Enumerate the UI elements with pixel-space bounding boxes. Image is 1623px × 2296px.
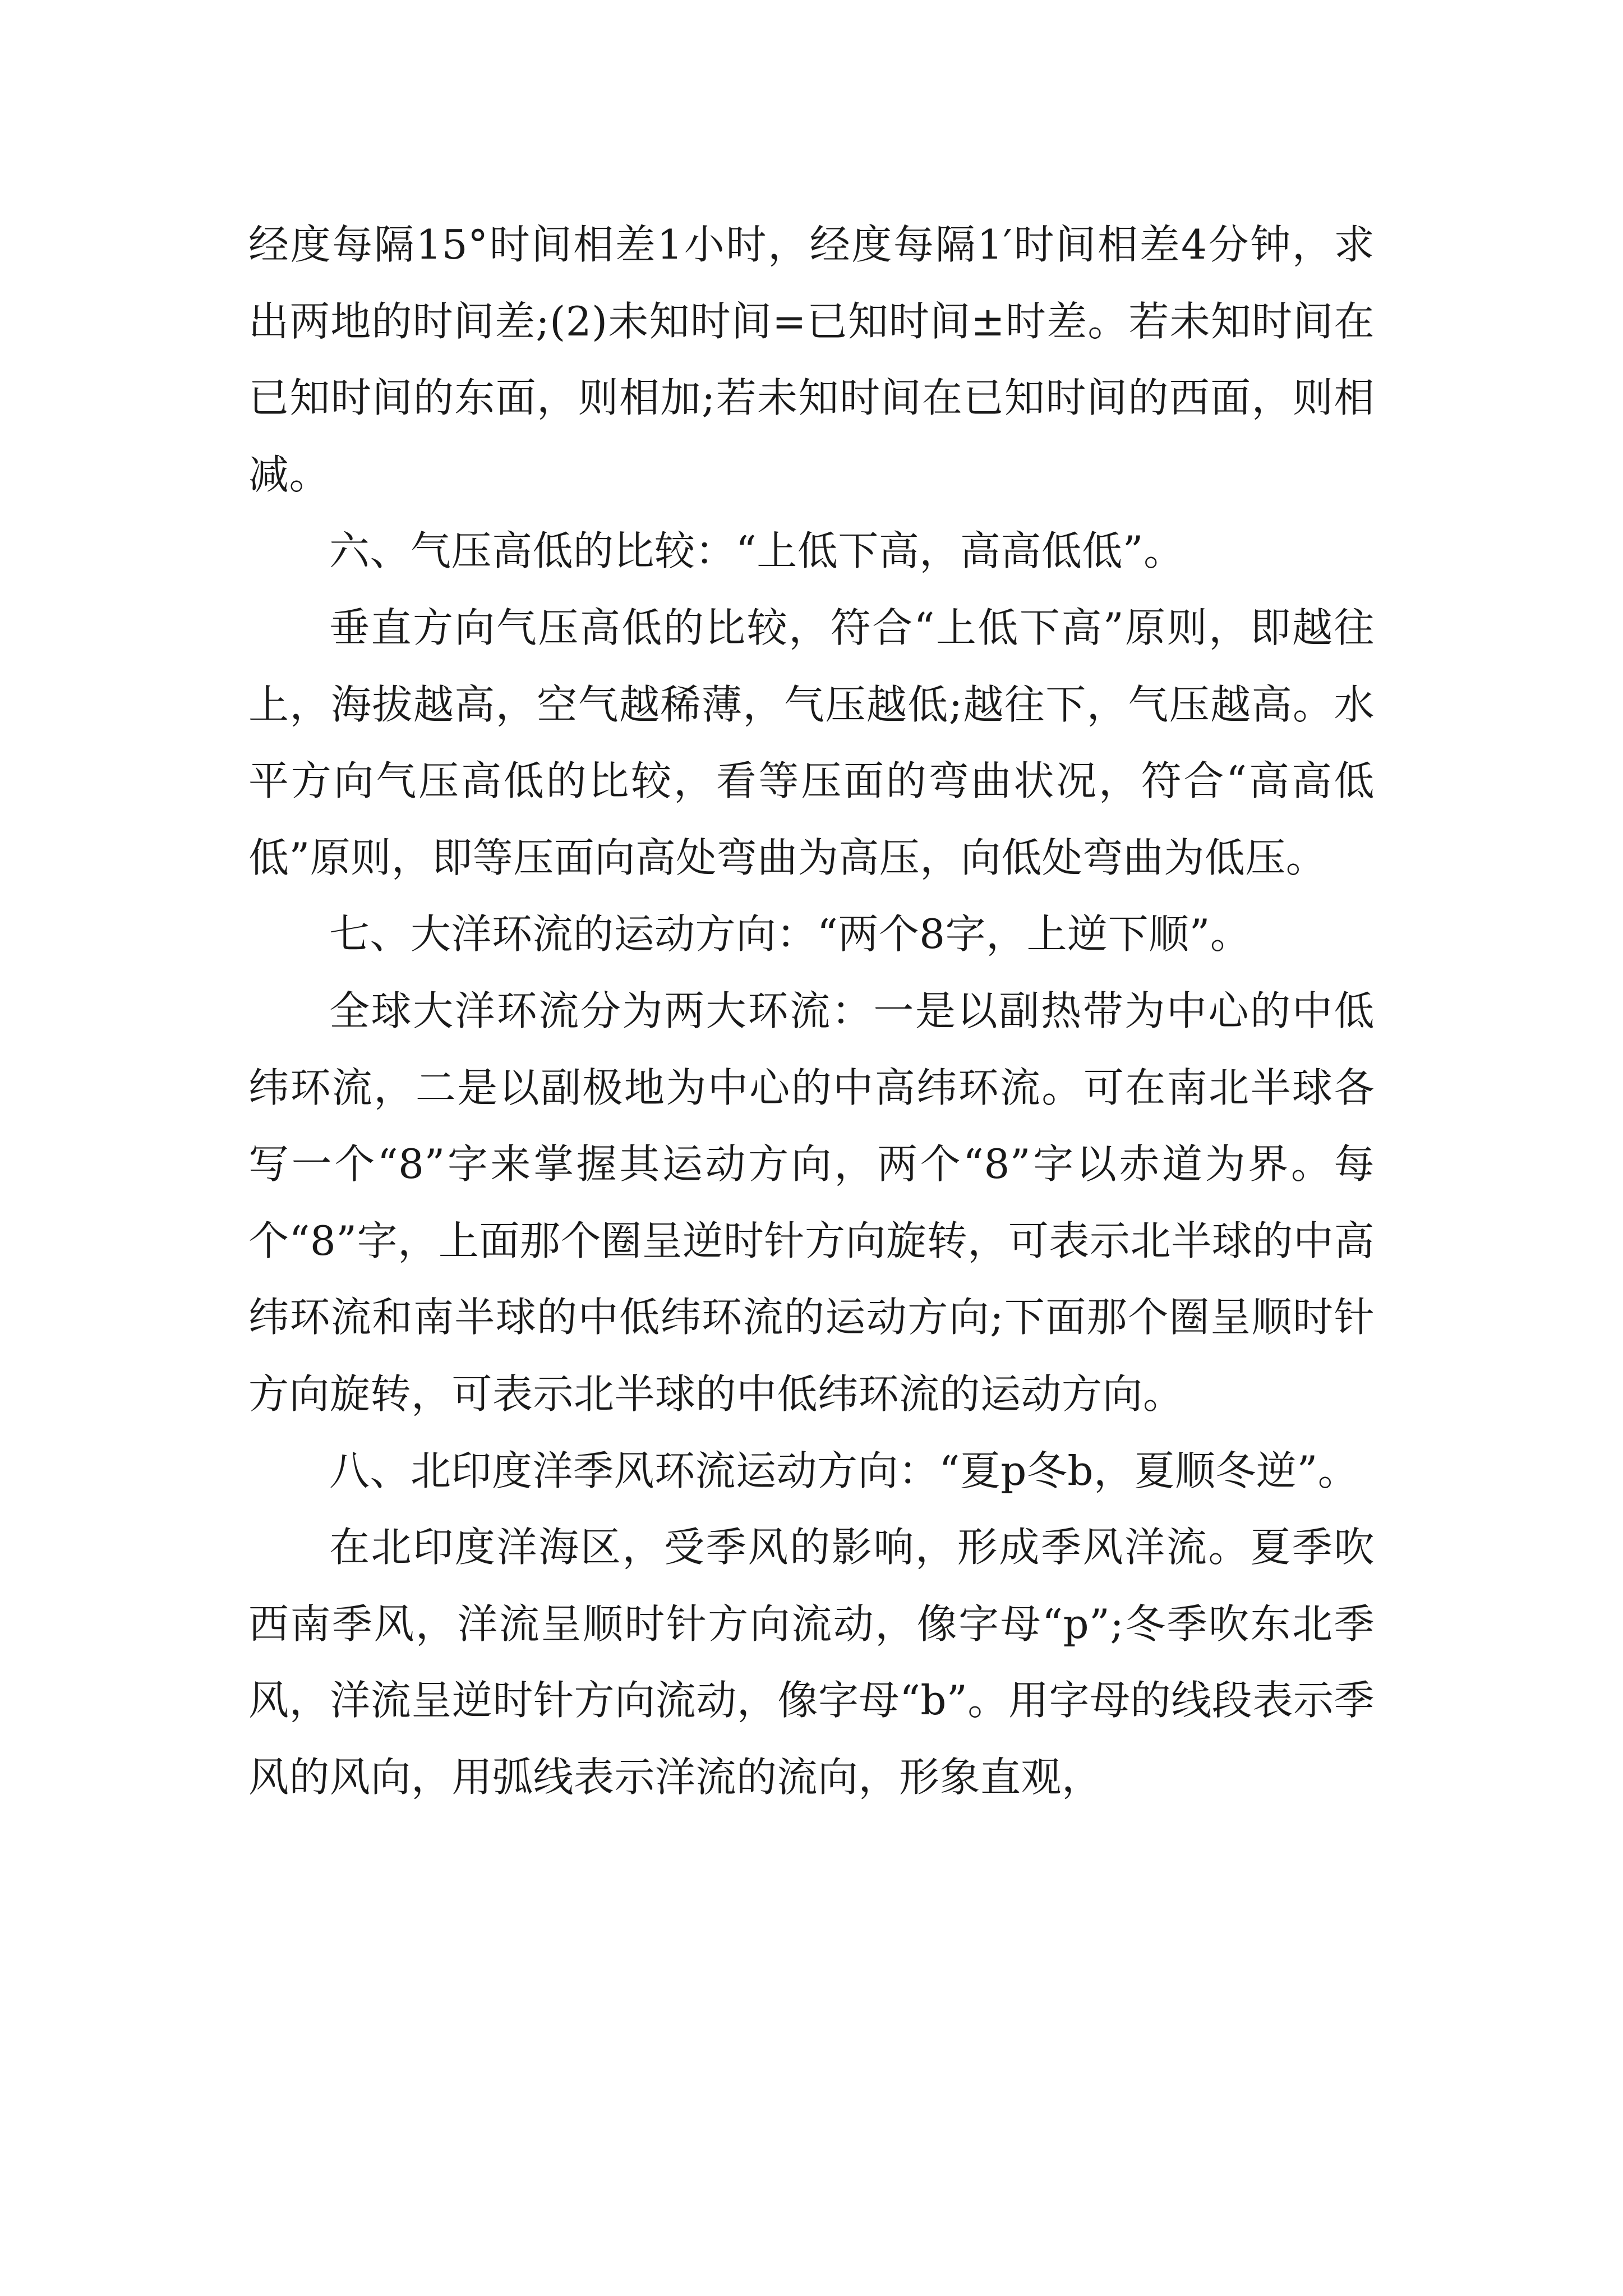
heading-pressure-comparison: 六、气压高低的比较：“上低下高，高高低低”。 xyxy=(329,527,1184,575)
paragraph-ocean-circulation: 全球大洋环流分为两大环流：一是以副热带为中心的中低纬环流，二是以副极地为中心的中高纬环流。可在南北半球各写一个“8”字来掌握其运动方向，两个“8”字以赤道为界。每个“8”字，上面那个圈呈逆时针方向旋转，可表示北半球的中高纬环流和南半球的中低纬环流的运动方向;下面那个圈呈顺时针方向旋转，可表示北半球的中低纬环流的运动方向。 xyxy=(248,987,1375,1418)
heading-monsoon-circulation: 八、北印度洋季风环流运动方向：“夏p冬b，夏顺冬逆”。 xyxy=(329,1447,1359,1494)
heading-ocean-circulation: 七、大洋环流的运动方向：“两个8字，上逆下顺”。 xyxy=(329,910,1251,958)
paragraph-pressure-comparison: 垂直方向气压高低的比较，符合“上低下高”原则，即越往上，海拔越高，空气越稀薄，气压越低;越往下，气压越高。水平方向气压高低的比较，看等压面的弯曲状况，符合“高高低低”原则，即等压面向高处弯曲为高压，向低处弯曲为低压。 xyxy=(248,604,1375,881)
paragraph-monsoon-circulation: 在北印度洋海区，受季风的影响，形成季风洋流。夏季吹西南季风，洋流呈顺时针方向流动，像字母“p”;冬季吹东北季风，洋流呈逆时针方向流动，像字母“b”。用字母的线段表示季风的风向，用弧线表示洋流的流向，形象直观， xyxy=(248,1524,1375,1801)
paragraph-time-calculation: 经度每隔15°时间相差1小时，经度每隔1′时间相差4分钟，求出两地的时间差;(2)未知时间=已知时间±时差。若未知时间在已知时间的东面，则相加;若未知时间在已知时间的西面，则相减。 xyxy=(248,221,1375,498)
document-body xyxy=(248,206,1375,1815)
